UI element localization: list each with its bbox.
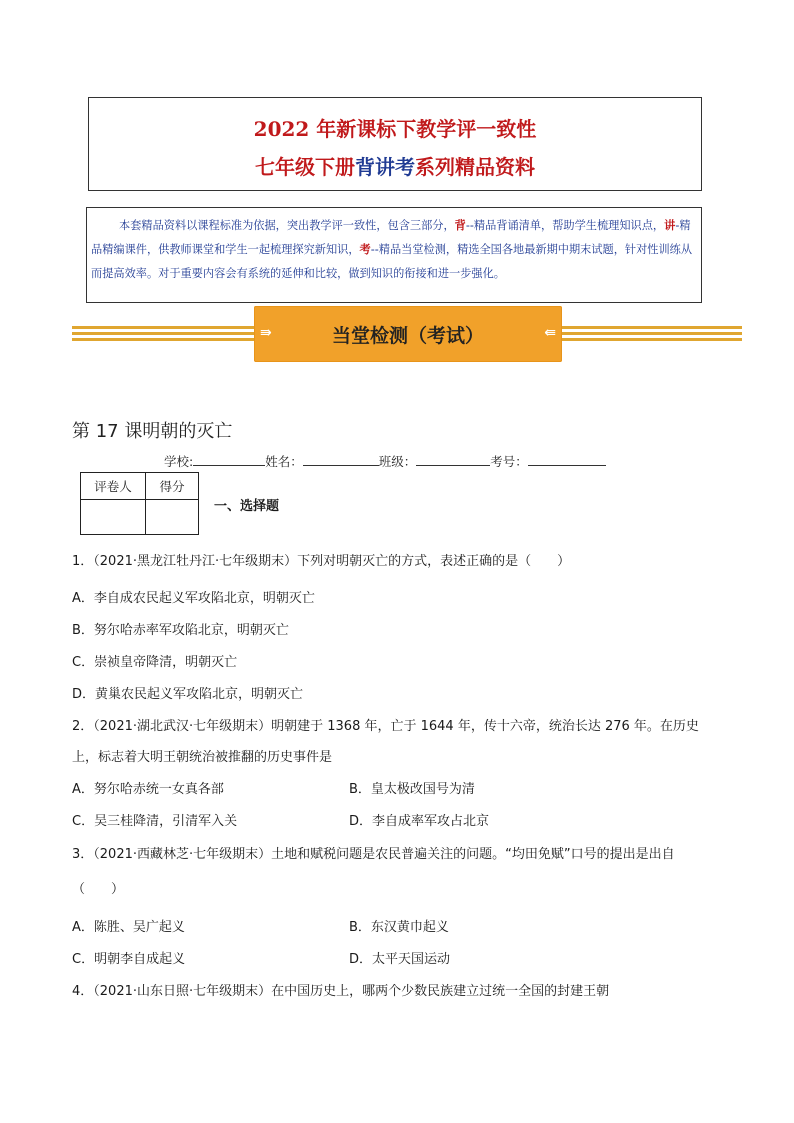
- question-3-option-d[interactable]: D．太平天国运动: [349, 952, 451, 967]
- question-1-stem: 1．（2021·黑龙江牡丹江·七年级期末）下列对明朝灭亡的方式，表述正确的是（ ）: [72, 554, 571, 569]
- intro-part-2: --精品背诵清单，帮助学生梳理知识点，: [465, 219, 665, 232]
- decor-line: [562, 338, 742, 341]
- title-line-2-part-c: 系列精品资料: [415, 155, 535, 179]
- student-info-line: [164, 452, 606, 470]
- name-label: 姓名：: [265, 454, 303, 469]
- lesson-title: 第 17 课明朝的灭亡: [72, 421, 233, 442]
- section-title: 一、选择题: [214, 499, 280, 514]
- table-row: [81, 500, 199, 535]
- intro-keyword-jiang: 讲: [664, 219, 676, 232]
- title-line-1: 2022 年新课标下教学评一致性: [253, 117, 537, 141]
- school-label: 学校:: [164, 454, 194, 469]
- decor-line: [562, 326, 742, 329]
- banner-title: 当堂检测（考试）: [331, 325, 484, 347]
- name-blank[interactable]: [303, 453, 379, 466]
- question-3-stem-line-2: （ ）: [72, 882, 125, 897]
- intro-part-1: 本套精品资料以课程标准为依据，突出教学评一致性，包含三部分，: [119, 219, 455, 232]
- question-2-option-b[interactable]: B．皇太极改国号为清: [349, 782, 475, 797]
- question-2-stem-line-2: 上，标志着大明王朝统治被推翻的历史事件是: [72, 750, 333, 765]
- intro-part-3: -精品精编课件，供教师课堂和学生一起梳理探究新知识，: [91, 219, 691, 256]
- question-1-option-b[interactable]: B．努尔哈赤率军攻陷北京，明朝灭亡: [72, 623, 289, 638]
- intro-part-4: --精品当堂检测，精选全国各地最新期中期末试题，针对性训练从而提高效率。对于重要内容会有系统的延伸和比较，做到知识的衔接和进一步强化。: [91, 243, 693, 280]
- question-1-option-a[interactable]: A．李自成农民起义军攻陷北京，明朝灭亡: [72, 591, 315, 606]
- question-3-stem-line-1: 3．（2021·西藏林芝·七年级期末）土地和赋税问题是农民普遍关注的问题。“均田免赋”口号的提出是出自: [72, 847, 675, 862]
- exam-no-blank[interactable]: [528, 453, 606, 466]
- score-cell[interactable]: [146, 500, 199, 535]
- question-2-option-a[interactable]: A．努尔哈赤统一女真各部: [72, 782, 224, 797]
- question-2-stem-line-1: 2．（2021·湖北武汉·七年级期末）明朝建于 1368 年，亡于 1644 年，传十六帝，统治长达 276 年。在历史: [72, 719, 699, 734]
- decor-line: [72, 326, 254, 329]
- title-line-2-part-a: 七年级下册: [255, 155, 355, 179]
- title-line-2: [89, 151, 701, 180]
- intro-keyword-kao: 考: [359, 243, 371, 256]
- table-row: [81, 473, 199, 500]
- question-4-stem: 4．（2021·山东日照·七年级期末）在中国历史上，哪两个少数民族建立过统一全国的封建王朝: [72, 984, 610, 999]
- class-blank[interactable]: [416, 453, 490, 466]
- score-table: [80, 472, 199, 535]
- question-3-option-b[interactable]: B．东汉黄巾起义: [349, 920, 449, 935]
- banner-decor-left: [72, 326, 254, 340]
- grader-cell[interactable]: [81, 500, 146, 535]
- question-2-option-d[interactable]: D．李自成率军攻占北京: [349, 814, 490, 829]
- exam-no-label: 考号：: [490, 454, 528, 469]
- arrow-left-icon: ⇚: [544, 325, 556, 341]
- grader-header: 评卷人: [81, 473, 146, 500]
- intro-paragraph: [91, 214, 695, 286]
- arrow-right-icon: ⇛: [260, 325, 272, 341]
- school-blank[interactable]: [193, 453, 265, 466]
- decor-line: [562, 332, 742, 335]
- question-3-option-a[interactable]: A．陈胜、吴广起义: [72, 920, 185, 935]
- class-label: 班级：: [378, 454, 417, 469]
- banner-decor-right: [562, 326, 742, 340]
- intro-keyword-bei: 背: [454, 219, 466, 232]
- score-header: 得分: [146, 473, 199, 500]
- decor-line: [72, 332, 254, 335]
- title-box: [88, 97, 702, 191]
- decor-line: [72, 338, 254, 341]
- title-line-2-keyword: 背讲考: [355, 155, 415, 179]
- question-2-option-c[interactable]: C．吴三桂降清，引清军入关: [72, 814, 238, 829]
- question-1-option-d[interactable]: D．黄巢农民起义军攻陷北京，明朝灭亡: [72, 687, 304, 702]
- intro-box: [86, 207, 702, 303]
- section-banner: [254, 306, 562, 362]
- question-1-option-c[interactable]: C．崇祯皇帝降清，明朝灭亡: [72, 655, 238, 670]
- question-3-option-c[interactable]: C．明朝李自成起义: [72, 952, 186, 967]
